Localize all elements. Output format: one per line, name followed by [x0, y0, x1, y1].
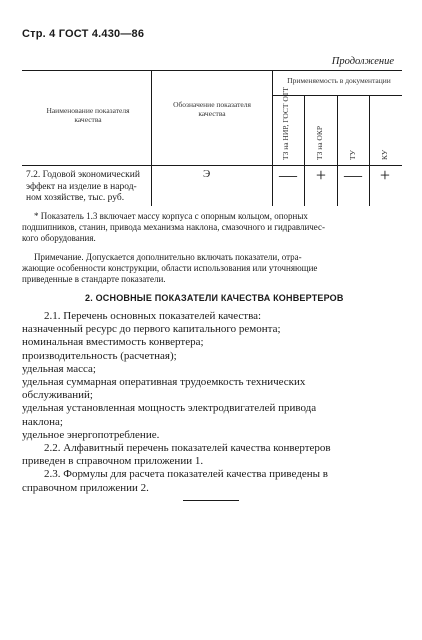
- body-line: 2.2. Алфавитный перечень показателей качества конвертеров: [44, 442, 331, 455]
- body-line: назначенный ресурс до первого капитального ремонта;: [22, 323, 281, 336]
- body-line: наклона;: [22, 415, 63, 428]
- continuation-label: Продолжение: [331, 56, 394, 67]
- subcol-ku: КУ: [380, 149, 389, 160]
- col-divider: [304, 95, 305, 206]
- body-line: справочном приложении 2.: [22, 481, 149, 494]
- section-title: 2. ОСНОВНЫЕ ПОКАЗАТЕЛИ КАЧЕСТВА КОНВЕРТЕРОВ: [85, 293, 344, 303]
- col-header-name: Наименование показателя качества: [46, 106, 130, 124]
- col-divider: [272, 70, 273, 206]
- body-line: номинальная вместимость конвертера;: [22, 336, 204, 349]
- footnote-line: * Показатель 1.3 включает массу корпуса с опорным кольцом, опорных: [34, 211, 308, 221]
- body-line: удельная масса;: [22, 362, 96, 375]
- col-divider: [151, 70, 152, 206]
- end-rule: [183, 500, 239, 501]
- table-top-rule: [22, 70, 402, 71]
- body-line: приведен в справочном приложении 1.: [22, 455, 204, 468]
- col-divider: [337, 95, 338, 206]
- mark-tz-nir: —: [279, 165, 297, 185]
- subcol-tz-nir: ТЗ на НИР, ГОСТ ОТТ: [281, 87, 290, 160]
- col-divider: [369, 95, 370, 206]
- mark-tu: —: [344, 165, 362, 185]
- note-line: жающие особенности конструкции, области использования или уточняющие: [22, 263, 318, 273]
- body-line: удельная установленная мощность электродвигателей привода: [22, 402, 317, 415]
- body-line: обслуживаний;: [22, 389, 93, 402]
- footnote-line: подшипников, станин, привода механизма наклона, смазочного и гидравличес-: [22, 222, 326, 232]
- page-header: Стр. 4 ГОСТ 4.430—86: [22, 28, 145, 40]
- col-header-symbol: Обозначение показателя качества: [173, 100, 251, 118]
- subcol-tu: ТУ: [348, 150, 357, 160]
- body-line: удельная суммарная оперативная трудоемкость технических: [22, 376, 306, 389]
- mark-ku: +: [379, 165, 391, 185]
- note-line: приведенные в стандарте показатели.: [22, 274, 166, 284]
- row-name: [26, 170, 148, 205]
- body-line: 2.1. Перечень основных показателей качества:: [44, 310, 262, 322]
- footnote-line: кого оборудования.: [22, 233, 96, 243]
- body-line: удельное энергопотребление.: [22, 428, 160, 441]
- row-symbol: Э: [203, 168, 211, 180]
- footnote: [22, 211, 402, 244]
- row-name-line: 7.2. Годовой экономический: [26, 170, 140, 180]
- subcol-tz-okr: ТЗ на ОКР: [315, 125, 324, 160]
- note: [22, 252, 402, 285]
- mark-tz-okr: +: [315, 165, 327, 185]
- row-name-line: эффект на изделие в народ-: [26, 181, 137, 192]
- body-line: 2.3. Формулы для расчета показателей качества приведены в: [44, 468, 328, 481]
- row-name-line: ном хозяйстве, тыс. руб.: [26, 193, 125, 203]
- col-header-applicability: Применяемость в документации: [287, 76, 391, 85]
- body-text: [22, 310, 402, 495]
- body-line: производительность (расчетная);: [22, 349, 177, 362]
- note-line: Примечание. Допускается дополнительно включать показатели, отра-: [34, 252, 302, 262]
